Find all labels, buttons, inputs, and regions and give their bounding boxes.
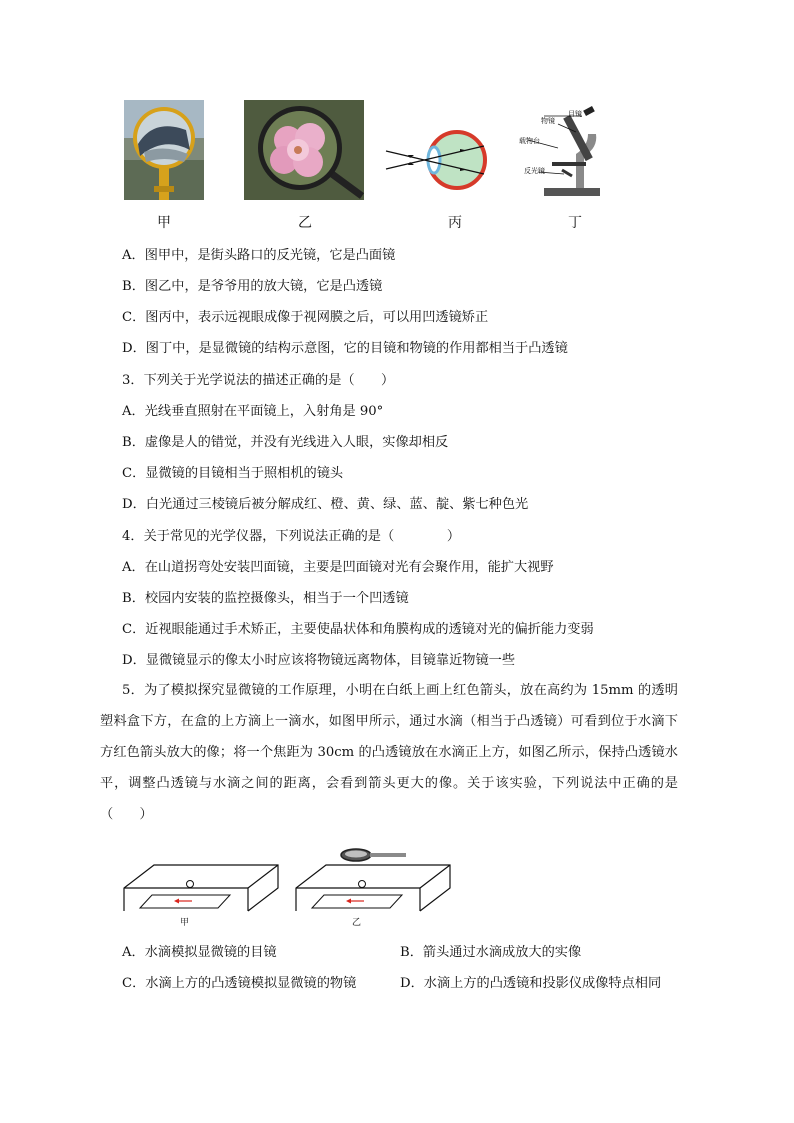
q4-option-b: B．校园内安装的监控摄像头，相当于一个凹透镜 <box>122 591 409 606</box>
caption-jia: 甲 <box>157 215 171 231</box>
q3-option-a: A．光线垂直照射在平面镜上，入射角是 90° <box>122 404 384 419</box>
q5-caption-jia: 甲 <box>180 918 190 928</box>
figure-q5-box-jia <box>122 862 280 914</box>
label-stage: 载物台 <box>519 137 540 145</box>
q4-option-a: A．在山道拐弯处安装凹面镜，主要是凹面镜对光有会聚作用，能扩大视野 <box>122 560 554 575</box>
q5-option-c: C．水滴上方的凸透镜模拟显微镜的物镜 <box>122 976 357 991</box>
q4-stem: 4．关于常见的光学仪器，下列说法正确的是（ ） <box>122 529 461 544</box>
label-eyepiece: 目镜 <box>568 110 582 118</box>
q2-option-a: A．图甲中，是街头路口的反光镜，它是凸面镜 <box>122 248 396 263</box>
figure-ding-microscope <box>518 104 610 200</box>
q3-option-b: B．虚像是人的错觉，并没有光线进入人眼，实像却相反 <box>122 435 449 450</box>
label-objective: 物镜 <box>541 117 555 125</box>
q4-option-d: D．显微镜显示的像太小时应该将物镜远离物体，目镜靠近物镜一些 <box>122 653 516 668</box>
q5-stem: 5．为了模拟探究显微镜的工作原理，小明在白纸上画上红色箭头，放在高约为 15mm 的透明塑料盒下方，在盒的上方滴上一滴水，如图甲所示，通过水滴（相当于凸透镜）可看到位于水滴下方红色箭头放大的像；将一个焦距为 30cm 的凸透镜放在水滴正上方，如图乙所示，保持凸透镜水平，调整凸透镜与水滴之间的距离，会看到箭头更大的像。关于该实验，下列说法中正确的是（ ） <box>100 683 678 822</box>
figure-jia-convex-mirror <box>124 100 204 200</box>
label-mirror: 反光镜 <box>524 167 545 175</box>
caption-yi: 乙 <box>298 215 312 231</box>
q4-option-c: C．近视眼能通过手术矫正，主要使晶状体和角膜构成的透镜对光的偏折能力变弱 <box>122 622 594 637</box>
q3-option-c: C．显微镜的目镜相当于照相机的镜头 <box>122 466 344 481</box>
q3-option-d: D．白光通过三棱镜后被分解成红、橙、黄、绿、蓝、靛、紫七种色光 <box>122 497 529 512</box>
figure-bing-eye-diagram <box>384 128 490 192</box>
caption-bing: 丙 <box>448 215 462 231</box>
q2-option-d: D．图丁中，是显微镜的结构示意图，它的目镜和物镜的作用都相当于凸透镜 <box>122 341 568 356</box>
q2-option-b: B．图乙中，是爷爷用的放大镜，它是凸透镜 <box>122 279 383 294</box>
q3-stem: 3．下列关于光学说法的描述正确的是（ ） <box>122 373 395 388</box>
q5-option-a: A．水滴模拟显微镜的目镜 <box>122 945 277 960</box>
figure-q5-box-yi <box>294 862 452 914</box>
q5-caption-yi: 乙 <box>352 918 362 928</box>
q5-option-b: B．箭头通过水滴成放大的实像 <box>400 945 582 960</box>
caption-ding: 丁 <box>568 215 582 231</box>
q2-option-c: C．图丙中，表示远视眼成像于视网膜之后，可以用凹透镜矫正 <box>122 310 489 325</box>
q5-option-d: D．水滴上方的凸透镜和投影仪成像特点相同 <box>400 976 662 991</box>
figure-yi-magnifier <box>244 100 364 200</box>
